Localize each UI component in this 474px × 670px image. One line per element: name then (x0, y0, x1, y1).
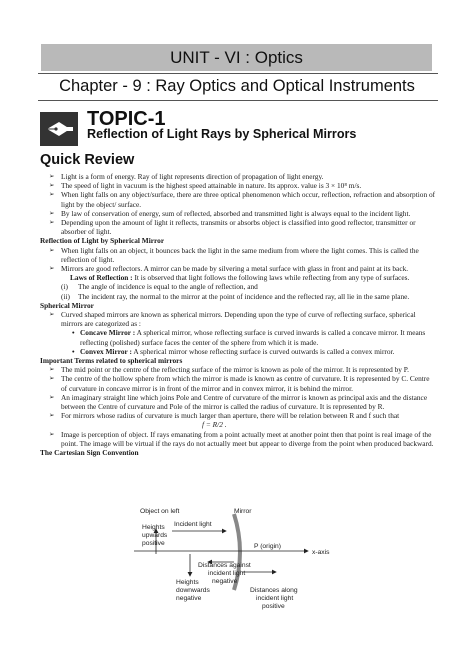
distances-against-label (198, 562, 253, 585)
mirror-type-concave (40, 328, 436, 346)
mirror-label: Mirror (234, 508, 252, 515)
mirror-type-name: Convex Mirror : (80, 346, 132, 356)
distances-against-line: incident light (208, 570, 246, 577)
intro-point: ➢ Depending upon the amount of light it reflects, transmits or absorbs object is classified into good reflector, transmitter or absorber of light. (40, 218, 436, 236)
chapter-title: Chapter - 9 : Ray Optics and Optical Instruments (59, 77, 415, 95)
mirror-type-text: A spherical mirror whose reflecting surface is curved outwards is called a convex mirror. (131, 346, 395, 356)
terms-heading: Important Terms related to spherical mirrors (40, 356, 183, 366)
unit-banner (41, 44, 432, 71)
reflection-point: ➢ When light falls on an object, it bounces back the light in the same medium from where the light comes. This is called the reflection of light. (40, 246, 436, 264)
cartesian-heading: The Cartesian Sign Convention (40, 448, 139, 458)
heights-down-line: negative (176, 595, 202, 602)
mirror-type-name: Concave Mirror : (80, 328, 136, 338)
distances-along-line: positive (262, 603, 285, 610)
term-point: ➢ The mid point or the centre of the reflecting surface of the mirror is known as pole of the mirror. It is represented by P. (40, 365, 436, 374)
intro-point: ➢ The speed of light in vacuum is the highest speed attainable in nature. Its approx. value is 3 × 10⁸ m/s. (40, 181, 436, 190)
spherical-point: ➢ Curved shaped mirrors are known as spherical mirrors. Depending upon the type of curve of reflecting surface, spherical mirrors are categorized as : (40, 310, 436, 328)
spherical-heading: Spherical Mirror (40, 300, 94, 310)
heights-down-line: Heights (176, 579, 199, 586)
term-point: ➢ The centre of the hollow sphere from which the mirror is made is known as centre of curvature. It is represented by C. Centre of curvature in concave mirror is in front of the mirror and in convex mirror, it is behind the mirror. (40, 374, 436, 392)
distances-along-label (250, 587, 299, 610)
laws-label: Laws of Reflection : (70, 273, 133, 283)
heights-down-line: downwards (176, 587, 210, 594)
reflection-heading: Reflection of Light by Spherical Mirror (40, 236, 165, 246)
distances-against-line: negative (212, 578, 238, 585)
law-number: (ii) (61, 291, 70, 301)
distances-along-line: Distances along (250, 587, 298, 594)
intro-point: ➢ When light falls on any object/surface, there are three optical phenomenon which occur, reflection, refraction and absorption of light by the object/ surface. (40, 190, 436, 208)
term-point: ➢ Image is perception of object. If rays emanating from a point actually meet at another point then that point is real image of the point. The image will be virtual if the rays do not actually meet but appear to diverge from the point when produced backward. (40, 430, 436, 448)
origin-label: P (origin) (254, 543, 282, 550)
object-label: Object on left (140, 508, 180, 515)
mirror-type-convex (40, 347, 436, 356)
x-axis-label: x-axis (312, 549, 330, 556)
distances-along-line: incident light (256, 595, 294, 602)
term-point: ➢ An imaginary straight line which joins Pole and Centre of curvature of the mirror is known as principal axis and the distance between the Centre of curvature and Pole of the mirror is called the radius of curvature. It is represented by R. (40, 393, 436, 411)
unit-title: UNIT - VI : Optics (170, 48, 303, 67)
term-point: ➢ For mirrors whose radius of curvature is much larger than aperture, there will be relation between R and f such that (40, 411, 436, 420)
laws-text: It is observed that light follows the following laws while reflecting from any type of surfaces. (132, 273, 410, 283)
intro-point: ➢ Light is a form of energy. Ray of light represents direction of propagation of light energy. (40, 172, 436, 181)
law-number: (i) (61, 282, 68, 292)
law-text: The incident ray, the normal to the mirror at the point of incidence and the reflected ray, all lie in the same plane. (78, 291, 410, 301)
laws-of-reflection (40, 273, 436, 282)
heights-up-line: Heights (142, 524, 165, 531)
quick-review-heading: Quick Review (40, 152, 135, 168)
intro-point: ➢ By law of conservation of energy, sum of reflected, absorbed and transmitted light is always equal to the incident light. (40, 209, 436, 218)
distances-against-line: Distances against (198, 562, 251, 569)
topic-title: Reflection of Light Rays by Spherical Mirrors (87, 127, 357, 141)
focal-formula: f = R/2 . (202, 420, 227, 430)
law-item (40, 292, 436, 301)
heights-up-line: upwards (142, 532, 168, 539)
sign-convention-diagram (130, 504, 370, 664)
mirror-type-text: A spherical mirror, whose reflecting surface is curved inwards is called a concave mirror. It means reflecting (polished) surface faces the center of the sphere from which it is made. (80, 328, 426, 347)
chapter-bottom-rule (38, 100, 438, 101)
pen-nib-icon (40, 112, 78, 146)
incident-label: Incident light (174, 521, 212, 528)
heights-down-label (176, 579, 212, 602)
quick-review-content (40, 172, 436, 457)
heights-up-label (142, 524, 169, 547)
reflection-point: ➢ Mirrors are good reflectors. A mirror can be made by silvering a metal surface with glass in front and paint at its back. (40, 264, 436, 273)
topic-label: TOPIC-1 (87, 108, 166, 130)
heights-up-line: positive (142, 540, 165, 547)
law-item (40, 282, 436, 291)
law-text: The angle of incidence is equal to the angle of reflection, and (78, 282, 258, 292)
